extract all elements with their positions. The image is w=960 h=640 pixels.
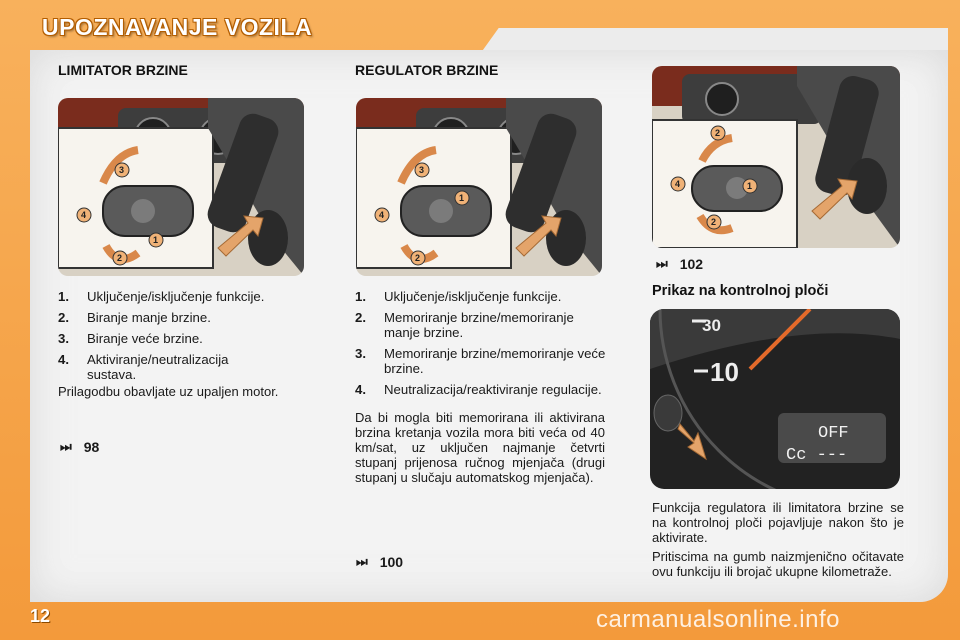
list-item: 2. Biranje manje brzine. — [58, 310, 211, 325]
page-number: 12 — [30, 606, 51, 626]
detail-callout-2b: 2 — [711, 217, 717, 227]
detail-callout-2a: 2 — [715, 128, 721, 138]
display-off-text: OFF — [818, 424, 849, 443]
regulator-stalk-photo — [356, 98, 602, 276]
limiter-callout-3: 3 — [119, 165, 125, 175]
right-para-1: Funkcija regulatora ili limitatora brzine se na kontrolnoj ploči pojavljuje nakon što je aktivirate. — [652, 500, 904, 545]
instrument-cluster-photo — [650, 309, 900, 489]
detail-callout-4: 4 — [675, 179, 681, 189]
page-title: UPOZNAVANJE VOZILA — [42, 14, 313, 40]
right-para-2: Pritiscima na gumb naizmjenično očitavate ovu funkciju ili brojač ukupne kilometraže. — [652, 549, 904, 579]
regulator-page-ref[interactable]: ⏭ 100 — [356, 554, 404, 570]
site-watermark: carmanualsonline.info — [596, 606, 840, 633]
limiter-page-ref[interactable]: ⏭ 98 — [60, 439, 100, 455]
limiter-heading: LIMITATOR BRZINE — [58, 62, 188, 78]
stalk-detail-photo — [652, 66, 900, 248]
list-item: 3. Biranje veće brzine. — [58, 331, 203, 346]
list-item: 1. Uključenje/isključenje funkcije. — [355, 289, 562, 304]
limiter-stalk-photo — [58, 98, 304, 276]
page-ref-icon: ⏭ — [356, 554, 368, 569]
regulator-callout-1: 1 — [459, 193, 465, 203]
page-ref-icon: ⏭ — [656, 256, 668, 271]
display-cc-text: Cc --- — [786, 446, 848, 465]
regulator-callout-2: 2 — [415, 253, 421, 263]
gauge-tick-10: 10 — [710, 357, 739, 387]
regulator-list — [355, 289, 610, 403]
regulator-heading: REGULATOR BRZINE — [355, 62, 499, 78]
detail-callout-1: 1 — [747, 181, 753, 191]
dashboard-display-heading: Prikaz na kontrolnoj ploči — [652, 283, 829, 299]
list-item: 1. Uključenje/isključenje funkcije. — [58, 289, 265, 304]
list-item: 4. Neutralizacija/reaktiviranje regulacije. — [355, 382, 602, 397]
page-ref-icon: ⏭ — [60, 439, 72, 454]
list-item: 3. Memoriranje brzine/memoriranje veće brzine. — [355, 346, 606, 376]
limiter-note: Prilagodbu obavljate uz upaljen motor. — [58, 384, 279, 399]
list-item: 2. Memoriranje brzine/memoriranje manje brzine. — [355, 310, 574, 340]
limiter-callout-1: 1 — [153, 235, 159, 245]
gauge-tick-30: 30 — [702, 316, 721, 335]
limiter-callout-2: 2 — [117, 253, 123, 263]
limiter-list — [58, 289, 318, 388]
limiter-callout-4: 4 — [81, 210, 87, 220]
regulator-callout-3: 3 — [419, 165, 425, 175]
regulator-note: Da bi mogla biti memorirana ili aktivirana brzina kretanja vozila mora biti veća od 40 km/sat, uz uključen najmanje četvrti stupanj prijenosa ručnog mjenjača (drugi stupanj u slučaju automatskog mjenjača). — [355, 410, 605, 485]
regulator-callout-4: 4 — [379, 210, 385, 220]
right-page-ref[interactable]: ⏭ 102 — [656, 256, 704, 272]
list-item: 4. Aktiviranje/neutralizacija sustava. — [58, 352, 229, 382]
